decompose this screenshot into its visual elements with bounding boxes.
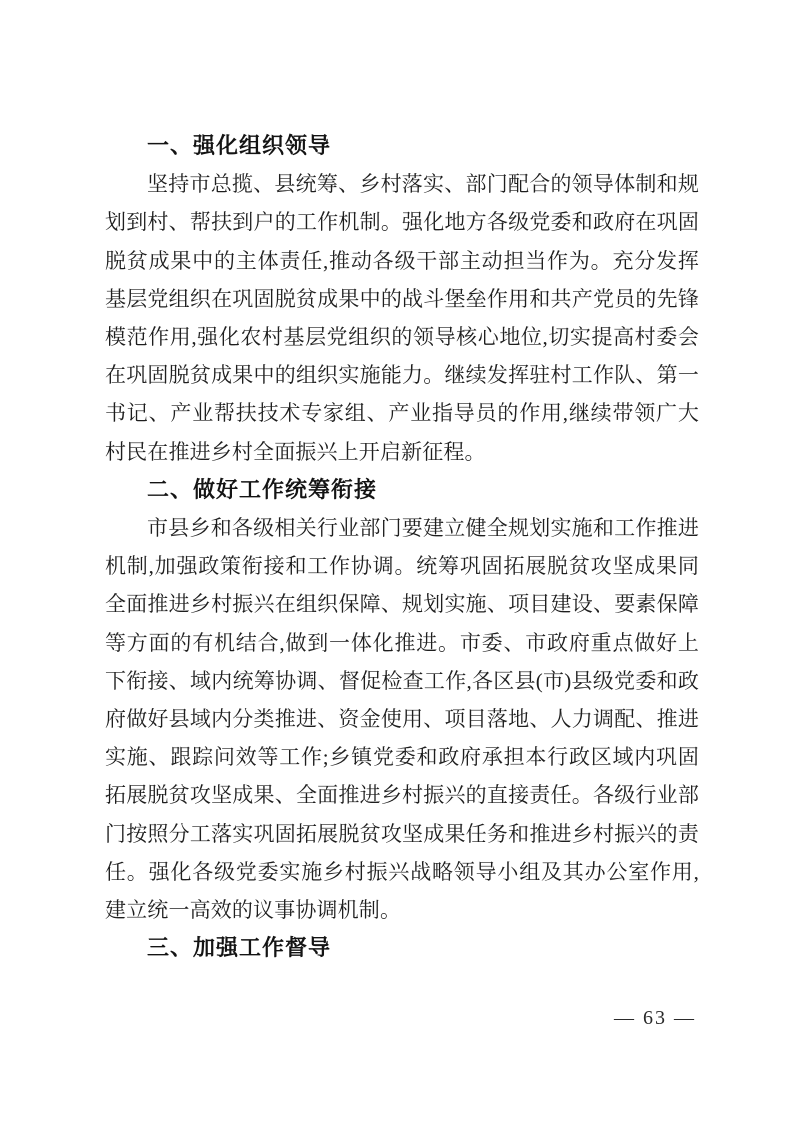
section-heading-1: 一、强化组织领导: [147, 133, 332, 158]
paragraph: 坚持市总揽、县统筹、乡村落实、部门配合的领导体制和规划到村、帮扶到户的工作机制。强化地方各级党委和政府在巩固脱贫成果中的主体责任,推动各级干部主动担当作为。充分发挥基层党组织在巩固脱贫成果中的战斗堡垒作用和共产党员的先锋模范作用,强化农村基层党组织的领导核心地位,切实提高村委会在巩固脱贫成果中的组织实施能力。继续发挥驻村工作队、第一书记、产业帮扶技术专家组、产业指导员的作用,继续带领广大村民在推进乡村全面振兴上开启新征程。: [105, 172, 699, 464]
paragraph: 市县乡和各级相关行业部门要建立健全规划实施和工作推进机制,加强政策衔接和工作协调。统筹巩固拓展脱贫攻坚成果同全面推进乡村振兴在组织保障、规划实施、项目建设、要素保障等方面的有机结合,做到一体化推进。市委、市政府重点做好上下衔接、域内统筹协调、督促检查工作,各区县(市)县级党委和政府做好县域内分类推进、资金使用、项目落地、人力调配、推进实施、跟踪问效等工作;乡镇党委和政府承担本行政区域内巩固拓展脱贫攻坚成果、全面推进乡村振兴的直接责任。各级行业部门按照分工落实巩固拓展脱贫攻坚成果任务和推进乡村振兴的责任。强化各级党委实施乡村振兴战略领导小组及其办公室作用,建立统一高效的议事协调机制。: [105, 516, 699, 923]
section-heading-3: 三、加强工作督导: [147, 935, 332, 961]
section-heading-2: 二、做好工作统筹衔接: [147, 476, 378, 502]
document-content: [105, 127, 699, 967]
page-number: — 63 —: [614, 1007, 696, 1029]
